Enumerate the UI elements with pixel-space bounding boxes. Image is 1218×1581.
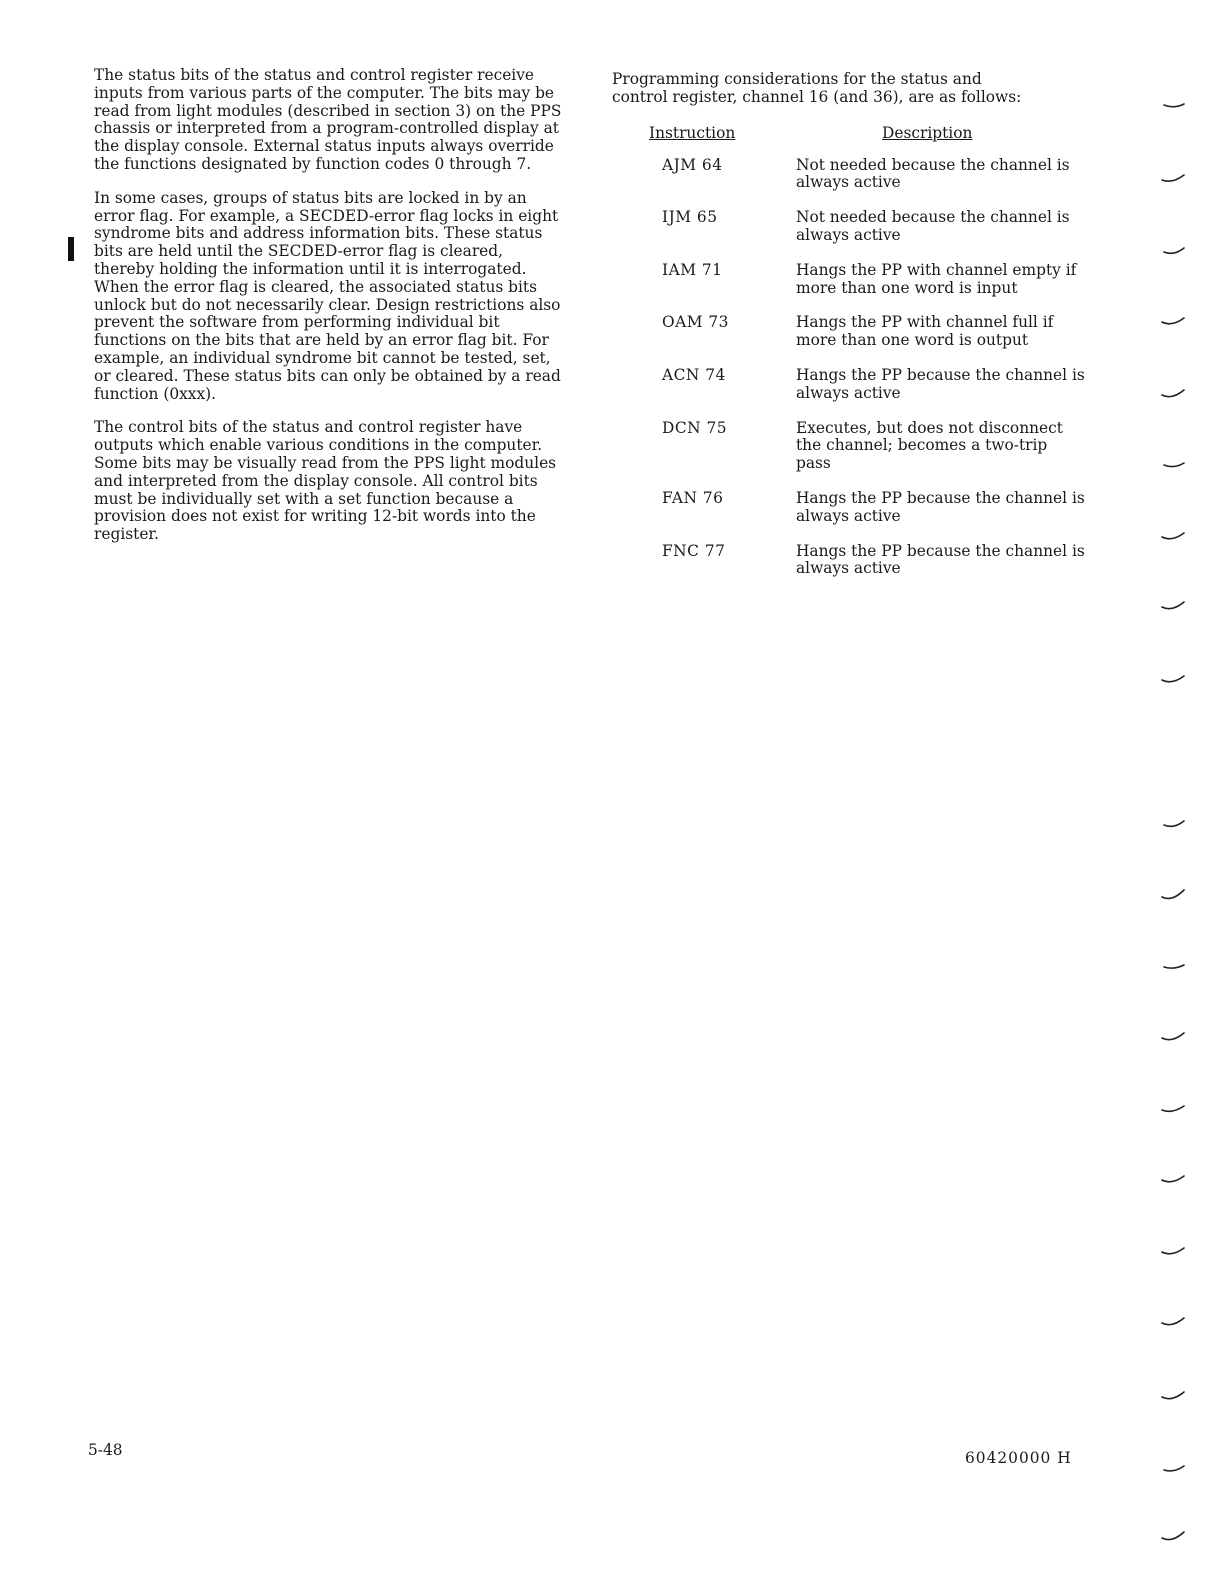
description-cell: Not needed because the channel is always active — [796, 208, 1070, 244]
instruction-cell: OAM 73 — [662, 313, 729, 332]
instruction-cell: AJM 64 — [662, 155, 723, 174]
binding-hole-marks — [1150, 0, 1210, 1581]
header-instruction: Instruction — [649, 123, 736, 142]
instruction-cell: IAM 71 — [662, 260, 723, 279]
table-row — [612, 367, 1092, 403]
description-cell: Hangs the PP because the channel is always active — [796, 365, 1085, 402]
instruction-cell: ACN 74 — [662, 365, 726, 384]
table-row — [612, 490, 1092, 526]
paragraph-status-bits: The status bits of the status and control register receive inputs from various parts of the computer. The bits may be read from light modules (described in section 3) on the PPS chassis or interpreted from a program-controlled display at the display console. External status inputs always override the functions designated by function codes 0 through 7. — [94, 66, 562, 173]
table-row — [612, 314, 1092, 350]
paragraph-control-bits: The control bits of the status and control register have outputs which enable various conditions in the computer. Some bits may be visually read from the PPS light modules and interpreted from the display console. All control bits must be individually set with a set function because a provision does not exist for writing 12-bit words into the register. — [94, 418, 557, 544]
table-row — [612, 157, 1092, 193]
instruction-cell: IJM 65 — [662, 208, 718, 227]
description-cell: Hangs the PP with channel empty if more than one word is input — [796, 260, 1077, 297]
description-cell: Executes, but does not disconnect the channel; becomes a two-trip pass — [796, 418, 1063, 473]
table-row — [612, 209, 1092, 245]
table-row — [612, 262, 1092, 298]
page-number: 5-48 — [88, 1441, 123, 1459]
description-cell: Not needed because the channel is always active — [796, 155, 1070, 192]
description-cell: Hangs the PP because the channel is always active — [796, 541, 1085, 578]
paragraph-error-flag: In some cases, groups of status bits are locked in by an error flag. For example, a SECDED-error flag locks in eight syndrome bits and address information bits. These status bits are held until the SECDED-error flag is cleared, thereby holding the information until it is interrogated. When the error flag is cleared, the associated status bits unlock but do not necessarily clear. Design restrictions also prevent the software from performing individual bit functions on the bits that are held by an error flag bit. For example, an individual syndrome bit cannot be tested, set, or cleared. These status bits can only be obtained by a read function (0xxx). — [94, 188, 561, 403]
instruction-cell: DCN 75 — [662, 418, 728, 437]
instruction-cell: FNC 77 — [662, 541, 726, 560]
instruction-cell: FAN 76 — [662, 488, 724, 507]
description-cell: Hangs the PP because the channel is always active — [796, 488, 1085, 525]
table-row — [612, 420, 1092, 473]
left-column — [94, 67, 564, 560]
revision-change-bar — [68, 237, 74, 261]
table-header — [612, 117, 1092, 157]
description-cell: Hangs the PP with channel full if more than one word is output — [796, 313, 1054, 350]
header-description: Description — [882, 123, 973, 142]
table-intro: Programming considerations for the status and control register, channel 16 (and 36), are as follows: — [612, 70, 1022, 106]
table-row — [612, 543, 1092, 579]
document-number: 60420000 H — [965, 1449, 1072, 1467]
right-column — [612, 71, 1092, 595]
